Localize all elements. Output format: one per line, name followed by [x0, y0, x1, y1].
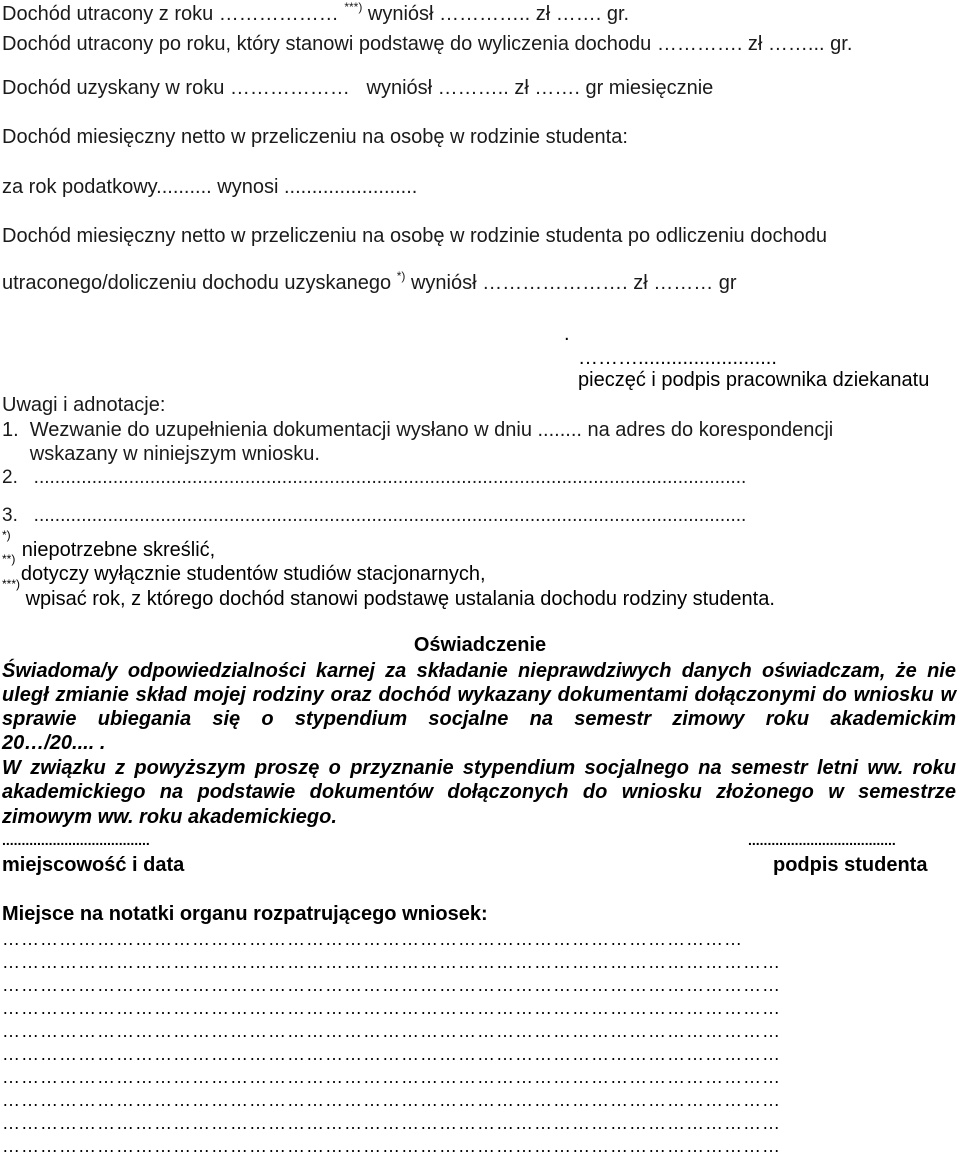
- footnote-ref: ***): [344, 0, 363, 14]
- notes-line: ……………………………………………………………………………………………………………: [2, 1044, 781, 1064]
- footnote-1: [2, 528, 216, 562]
- footnote-3: [2, 577, 775, 611]
- income-line-7-text-b: wyniósł …………………. zł ……… gr: [405, 272, 737, 294]
- remark-item-1-cont: wskazany w niniejszym wniosku.: [2, 443, 320, 465]
- income-line-7-text: utraconego/doliczeniu dochodu uzyskanego: [2, 272, 397, 294]
- footnote-mark: **): [2, 552, 16, 567]
- remarks-heading: Uwagi i adnotacje:: [2, 394, 166, 416]
- income-line-2: Dochód utracony po roku, który stanowi podstawę do wyliczenia dochodu …………. zł ……... gr.: [2, 33, 853, 55]
- footnote-mark: *): [2, 528, 11, 543]
- footnote-2: [2, 552, 486, 586]
- remark-item-1: 1. Wezwanie do uzupełnienia dokumentacji wysłano w dniu ........ na adres do korespondencji: [2, 419, 834, 441]
- remark-item-2: 2. .......................................................................................................................................: [2, 467, 747, 488]
- income-line-1: [2, 2, 629, 26]
- notes-line: ……………………………………………………………………………………………………………: [2, 1067, 781, 1087]
- stamp-label: pieczęć i podpis pracownika dziekanatu: [578, 369, 930, 391]
- notes-heading: Miejsce na notatki organu rozpatrującego wniosek:: [2, 903, 488, 925]
- declaration-paragraph-1-end: 20…/20.... .: [2, 732, 106, 754]
- declaration-title: Oświadczenie: [413, 634, 547, 656]
- income-line-1-text-b: wyniósł ………….. zł ……. gr.: [362, 3, 630, 25]
- declaration-paragraph-1: Świadoma/y odpowiedzialności karnej za składanie nieprawdziwych danych oświadczam, że nie uległ zmianie skład mojej rodziny oraz dochód wykazany dokumentami dołączonymi do wniosku w sprawie ubiegania się o stypendium socjalne na semestr zimowy roku akademickim: [2, 660, 956, 730]
- income-line-4: Dochód miesięczny netto w przeliczeniu na osobę w rodzinie studenta:: [2, 126, 628, 148]
- notes-line: ……………………………………………………………………………………………………………: [2, 1113, 781, 1133]
- signature-label: podpis studenta: [773, 854, 928, 876]
- income-line-7: [2, 271, 737, 295]
- declaration-paragraph-2-end: zimowym ww. roku akademickiego.: [2, 806, 337, 828]
- income-line-1-text: Dochód utracony z roku ………………: [2, 3, 345, 25]
- income-line-3: Dochód uzyskany w roku ……………… wyniósł ……….. zł ……. gr miesięcznie: [2, 77, 714, 99]
- place-date-label: miejscowość i data: [2, 854, 185, 876]
- notes-line: ……………………………………………………………………………………………………………: [2, 1136, 781, 1156]
- footnote-mark: ***): [2, 577, 21, 592]
- notes-line: ……………………………………………………………………………………………………………: [2, 1090, 781, 1110]
- notes-line: ……………………………………………………………………………………………………………: [2, 1021, 781, 1041]
- footnote-text: wpisać rok, z którego dochód stanowi podstawę ustalania dochodu rodziny studenta.: [20, 588, 775, 610]
- footnote-text: niepotrzebne skreślić,: [10, 539, 216, 561]
- footnote-text: dotyczy wyłącznie studentów studiów stacjonarnych,: [15, 563, 486, 585]
- notes-line: ……………………………………………………………………………………………………………: [2, 998, 781, 1018]
- declaration-paragraph-2: W związku z powyższym proszę o przyznanie stypendium socjalnego na semestr letni ww. roku akademickiego na podstawie dokumentów dołączonych do wniosku złożonego w semestrze: [2, 757, 956, 803]
- notes-line: ……………………………………………………………………………………………………………: [2, 952, 781, 972]
- income-line-5: za rok podatkowy.......... wynosi ........................: [2, 176, 418, 198]
- stamp-dot: .: [564, 323, 570, 345]
- notes-line: ……………………………………………………………………………………………………………: [2, 975, 781, 995]
- footnote-ref: *): [396, 269, 406, 283]
- remark-item-3: 3. .......................................................................................................................................: [2, 505, 747, 526]
- place-date-dots: ......................................: [2, 832, 150, 848]
- income-line-6: Dochód miesięczny netto w przeliczeniu na osobę w rodzinie studenta po odliczeniu dochodu: [2, 225, 827, 247]
- notes-line: ………………………………………………………………………………………………………: [2, 929, 743, 949]
- signature-dots: ......................................: [748, 832, 896, 848]
- stamp-dots: ……….........................: [578, 347, 777, 369]
